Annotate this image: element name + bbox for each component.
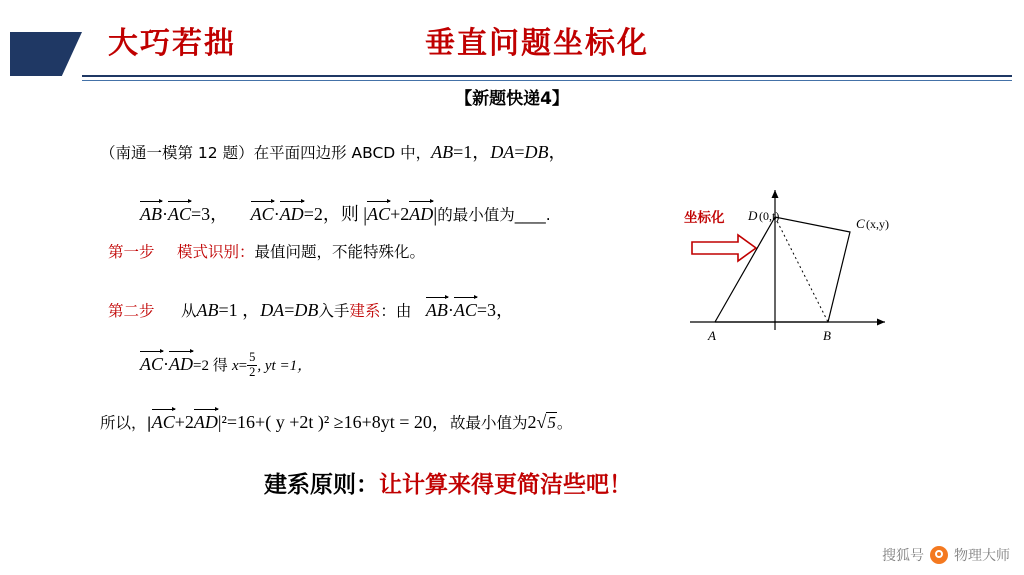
problem-source: （南通一模第 12 题） — [100, 144, 254, 162]
d1-dot: · — [163, 354, 170, 374]
step-1-keyword: 模式识别： — [177, 243, 255, 261]
cond-da: DA — [490, 142, 515, 162]
plus-2: +2 — [390, 204, 410, 224]
step-2-cond-ab: AB — [196, 300, 219, 320]
radical-sign-icon: √ — [536, 412, 547, 432]
step-2-by: ：由 — [380, 302, 412, 320]
step-2-dot: · — [447, 300, 454, 320]
d1-fraction-denominator: 2 — [249, 364, 256, 379]
svg-text:(x,y): (x,y) — [866, 217, 889, 231]
watermark — [882, 545, 1010, 565]
vector-ac-2: AC — [250, 204, 274, 224]
derivation-line-1 — [140, 352, 312, 380]
d2-tail: 故最小值为 — [449, 414, 528, 432]
title-center: 垂直问题坐标化 — [425, 26, 649, 61]
header-decor-shape — [10, 32, 82, 76]
step-2-cond-da: DA — [260, 300, 285, 320]
watermark-prefix: 搜狐号 — [882, 548, 924, 564]
step-2-eq: =3， — [476, 300, 515, 320]
step-2-label: 第二步 — [108, 302, 155, 320]
header-divider-secondary — [82, 80, 1012, 81]
cond-db: DB — [524, 142, 549, 162]
cond-ab: AB — [431, 142, 454, 162]
d2-period: 。 — [556, 414, 573, 432]
sub-title: 【新题快递4】 — [455, 89, 569, 109]
problem-stem-text: 在平面四边形 ABCD 中， — [253, 144, 432, 162]
cond-eq: = — [514, 142, 525, 162]
svg-text:(0,t): (0,t) — [759, 209, 780, 223]
vector-ab: AB — [140, 204, 162, 224]
problem-stem-line-1 — [100, 138, 566, 164]
d1-x: x — [231, 358, 239, 374]
red-arrow-icon — [692, 235, 756, 261]
problem-question-tail: 的最小值为____. — [437, 206, 551, 224]
step-2-cond-ab-val: =1 ， — [218, 300, 261, 320]
d2-lead: 所以，| — [100, 414, 152, 432]
d2-sqrt-coef: 2 — [527, 412, 537, 432]
step-2-line — [108, 296, 514, 322]
vector-ad: AD — [279, 204, 304, 224]
problem-stem-line-2 — [140, 200, 551, 227]
dot-operator-2: · — [273, 204, 280, 224]
d2-sqrt-body: 5 — [547, 413, 556, 432]
title-left: 大巧若拙 — [108, 26, 236, 61]
sohu-logo-icon — [930, 546, 948, 564]
vector-ac: AC — [168, 204, 192, 224]
step-1-label: 第一步 — [108, 243, 155, 261]
step-2-mid: 入手 — [318, 302, 350, 320]
step-1-text: 最值问题，不能特殊化。 — [254, 243, 426, 261]
d1-tail: , yt =1， — [257, 358, 313, 374]
derivation-line-2 — [100, 408, 572, 434]
d2-sqrt — [536, 412, 556, 433]
vector-ad-2: AD — [409, 204, 434, 224]
d1-fraction — [247, 351, 257, 378]
step-1-line — [108, 240, 425, 262]
d1-eqs: = — [238, 358, 248, 374]
svg-text:C: C — [856, 216, 865, 231]
step-2-cond-db: DB — [294, 300, 319, 320]
svg-text:D: D — [748, 208, 758, 223]
d2-expr: |²=16+( y +2t )² ≥16+8yt = 20， — [217, 412, 450, 432]
conclusion-black: 建系原则： — [264, 471, 379, 498]
eq-3: =3， — [191, 204, 229, 224]
d1-vector-ad: AD — [169, 354, 194, 374]
header-divider — [82, 75, 1012, 77]
svg-text:B: B — [823, 328, 831, 343]
step-2-cond-eq: = — [284, 300, 295, 320]
geometry-figure — [660, 170, 910, 350]
step-2-vector-ab: AB — [425, 300, 448, 320]
step-2-from: 从 — [181, 302, 197, 320]
d1-eq: =2 得 — [193, 358, 228, 374]
d2-vector-ac: AC — [151, 412, 175, 432]
eq-2: =2，则 — [303, 204, 359, 224]
cond-ab-value: =1， — [453, 142, 491, 162]
abs-bar-left: | — [363, 204, 368, 226]
d1-vector-ac: AC — [140, 354, 164, 374]
conclusion-red: 让计算来得更简洁些吧！ — [379, 471, 632, 498]
svg-text:A: A — [708, 328, 716, 343]
coordinate-annotation-label: 坐标化 — [684, 210, 725, 226]
d1-fraction-numerator: 5 — [249, 350, 256, 365]
vector-ac-3: AC — [367, 204, 391, 224]
abs-bar-right: | — [433, 204, 438, 226]
step-2-vector-ac: AC — [453, 300, 477, 320]
step-2-build-keyword: 建系 — [349, 302, 381, 320]
d2-plus: +2 — [174, 412, 194, 432]
dot-operator-1: · — [162, 204, 168, 224]
d2-vector-ad: AD — [193, 412, 218, 432]
cond-end: ， — [548, 142, 567, 162]
watermark-name: 物理大师 — [954, 548, 1010, 564]
conclusion-line — [264, 466, 632, 499]
